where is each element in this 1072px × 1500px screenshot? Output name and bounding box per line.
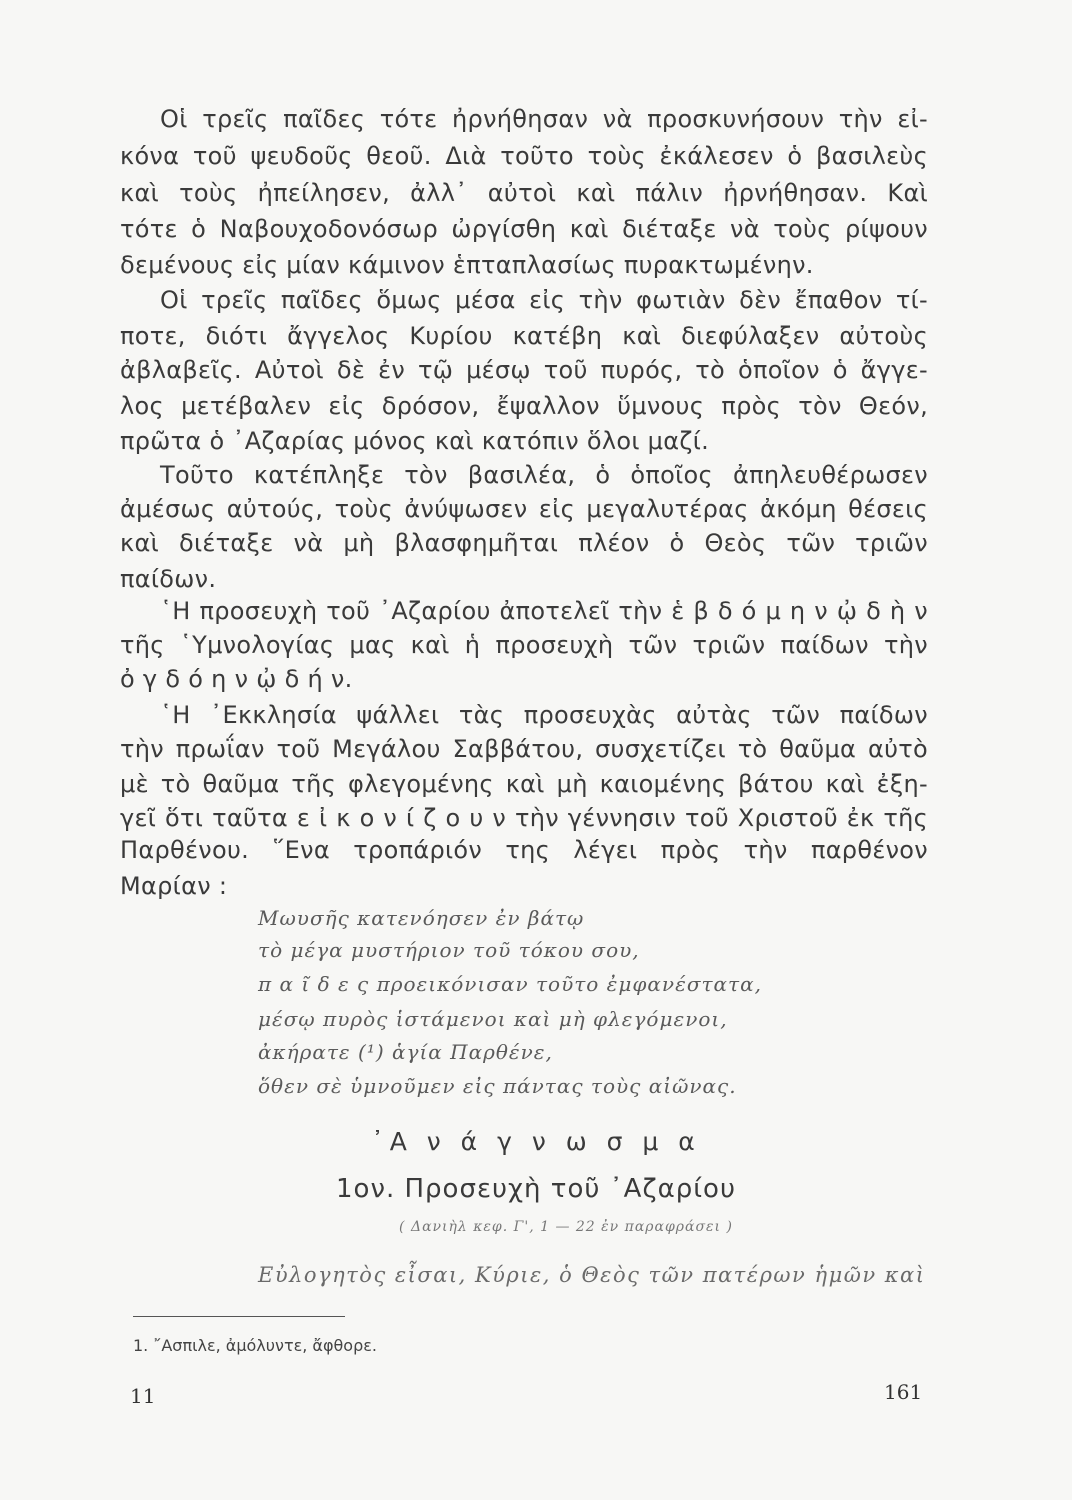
hymn-line: μέσῳ πυρὸς ἱστάμενοι καὶ μὴ φλεγόμενοι,	[258, 1007, 728, 1031]
hymn-line: ὅθεν σὲ ὑμνοῦμεν εἰς πάντας τοὺς αἰῶνας.	[258, 1074, 737, 1098]
body-line: δεμένους εἰς μίαν κάμινον ἑπταπλασίως πυρακτωμένην.	[120, 251, 814, 279]
hymn-line: τὸ μέγα μυστήριον τοῦ τόκου σου,	[258, 938, 640, 962]
body-line: Οἱ τρεῖς παῖδες ὅμως μέσα εἰς τὴν φωτιὰν δὲν ἔπαθον τί-	[160, 286, 928, 314]
body-line: γεῖ ὅτι ταῦτα ε ἰ κ ο ν ί ζ ο υ ν τὴν γέννησιν τοῦ Χριστοῦ ἐκ τῆς	[120, 804, 928, 832]
body-line: Οἱ τρεῖς παῖδες τότε ἠρνήθησαν νὰ προσκυνήσουν τὴν εἰ-	[160, 105, 928, 133]
body-line: Παρθένου. ῞Ενα τροπάριόν της λέγει πρὸς τὴν παρθένον	[120, 836, 928, 864]
body-line: κόνα τοῦ ψευδοῦς θεοῦ. Διὰ τοῦτο τοὺς ἐκάλεσεν ὁ βασιλεὺς	[120, 142, 928, 170]
body-line: ὀ γ δ ό η ν ᾠ δ ή ν.	[120, 665, 353, 693]
section-title: ᾽Α ν ά γ ν ω σ μ α	[371, 1127, 701, 1156]
body-line: Τοῦτο κατέπληξε τὸν βασιλέα, ὁ ὁποῖος ἀπηλευθέρωσεν	[160, 461, 928, 489]
section-subtitle: 1ον. Προσευχὴ τοῦ ᾽Αζαρίου	[336, 1174, 736, 1204]
body-line: μὲ τὸ θαῦμα τῆς φλεγομένης καὶ μὴ καιομένης βάτου καὶ ἐξη-	[120, 770, 928, 798]
body-line: τῆς ῾Υμνολογίας μας καὶ ἡ προσευχὴ τῶν τριῶν παίδων τὴν	[120, 631, 928, 659]
footnote: 1. ῎Ασπιλε, ἀμόλυντε, ἄφθορε.	[133, 1336, 377, 1355]
body-line: ῾Η προσευχὴ τοῦ ᾽Αζαρίου ἀποτελεῖ τὴν ἑ β δ ό μ η ν ᾠ δ ὴ ν	[160, 597, 928, 625]
body-line: παίδων.	[120, 565, 217, 593]
body-line: τὴν πρωΐαν τοῦ Μεγάλου Σαββάτου, συσχετίζει τὸ θαῦμα αὐτὸ	[120, 735, 928, 763]
page-number: 161	[884, 1380, 923, 1404]
reading-first-line: Εὐλογητὸς εἶσαι, Κύριε, ὁ Θεὸς τῶν πατέρων ἡμῶν καὶ	[258, 1263, 926, 1287]
body-line: Μαρίαν :	[120, 872, 228, 900]
hymn-line: ἀκήρατε (¹) ἁγία Παρθένε,	[258, 1040, 553, 1064]
hymn-line: π α ῖ δ ε ς προεικόνισαν τοῦτο ἐμφανέστατα,	[258, 972, 762, 996]
body-line: λος μετέβαλεν εἰς δρόσον, ἔψαλλον ὕμνους πρὸς τὸν Θεόν,	[120, 392, 928, 420]
hymn-line: Μωυσῆς κατενόησεν ἐν βάτῳ	[258, 906, 585, 930]
footnote-rule	[133, 1316, 345, 1317]
body-line: τότε ὁ Ναβουχοδονόσωρ ὠργίσθη καὶ διέταξε νὰ τοὺς ρίψουν	[120, 215, 928, 243]
body-line: καὶ τοὺς ἠπείλησεν, ἀλλ᾽ αὐτοὶ καὶ πάλιν ἠρνήθησαν. Καὶ	[120, 179, 928, 207]
body-line: ποτε, διότι ἄγγελος Κυρίου κατέβη καὶ διεφύλαξεν αὐτοὺς	[120, 322, 928, 350]
body-line: πρῶτα ὁ ᾽Αζαρίας μόνος καὶ κατόπιν ὅλοι μαζί.	[120, 427, 710, 455]
scripture-reference: ( Δανιὴλ κεφ. Γ', 1 — 22 ἐν παραφράσει )	[399, 1219, 733, 1235]
body-line: ῾Η ᾽Εκκλησία ψάλλει τὰς προσευχὰς αὐτὰς τῶν παίδων	[160, 701, 928, 729]
body-line: ἀβλαβεῖς. Αὐτοὶ δὲ ἐν τῷ μέσῳ τοῦ πυρός, τὸ ὁποῖον ὁ ἄγγε-	[120, 356, 928, 384]
body-line: καὶ διέταξε νὰ μὴ βλασφημῆται πλέον ὁ Θεὸς τῶν τριῶν	[120, 529, 928, 557]
body-line: ἀμέσως αὐτούς, τοὺς ἀνύψωσεν εἰς μεγαλυτέρας ἀκόμη θέσεις	[120, 495, 928, 523]
signature-mark: 11	[130, 1384, 156, 1408]
